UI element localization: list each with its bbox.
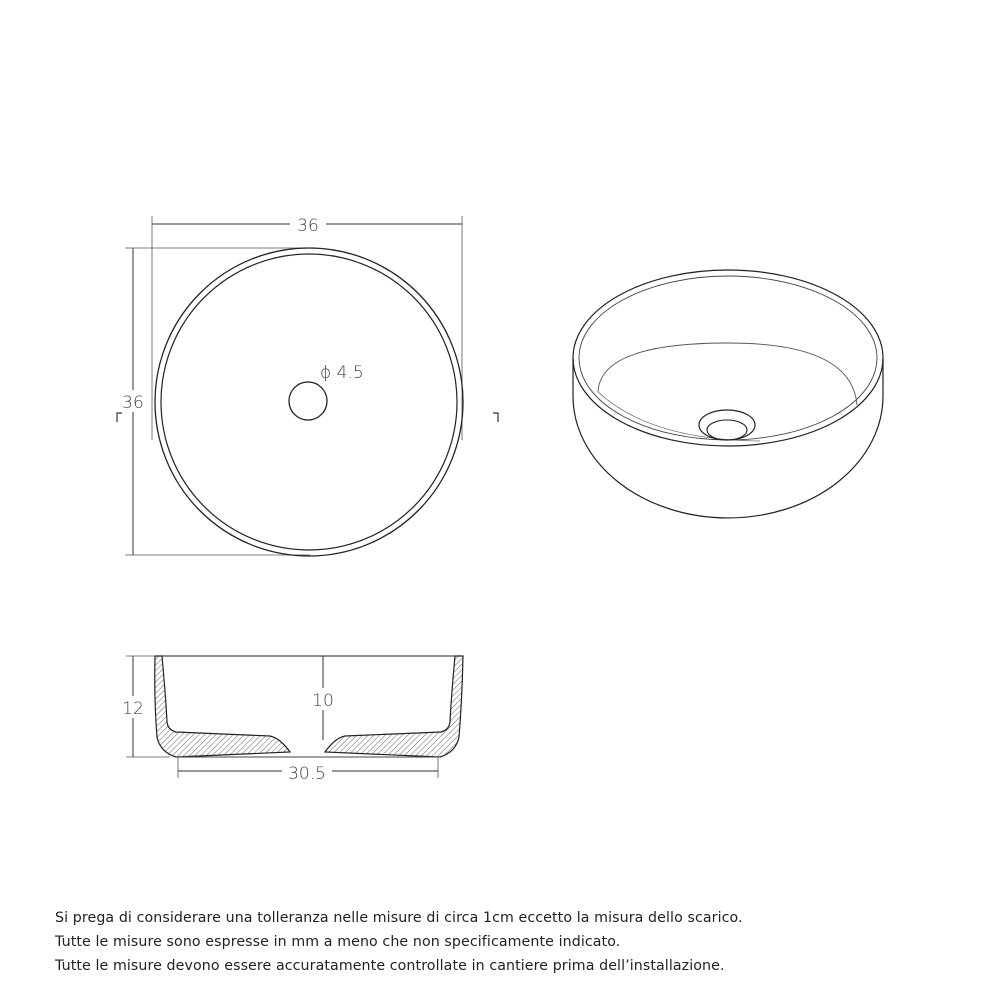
perspective-inner-rim <box>579 276 877 440</box>
perspective-view <box>573 270 883 518</box>
section-base-width-label: 30.5 <box>288 764 326 784</box>
height-dimension <box>117 248 310 555</box>
perspective-drain-outer <box>699 410 755 440</box>
width-label: 36 <box>297 216 319 236</box>
note-units: Tutte le misure sono espresse in mm a meno che non specificamente indicato. <box>55 934 621 950</box>
basin-outer-rim <box>155 248 463 556</box>
note-tolerance: Si prega di considerare una tolleranza nelle misure di circa 1cm eccetto la misura dello scarico. <box>55 910 743 926</box>
top-view <box>117 213 498 556</box>
section-marker-right <box>493 413 498 422</box>
section-base-width-dimension <box>178 757 438 784</box>
section-right-wall <box>325 656 463 757</box>
section-inner-depth-label: 10 <box>312 691 334 711</box>
perspective-drain-inner <box>707 420 747 440</box>
width-dimension <box>152 213 462 440</box>
drain-diameter-label: ϕ 4.5 <box>320 363 364 383</box>
section-height-label: 12 <box>122 699 144 719</box>
note-verification: Tutte le misure devono essere accuratamente controllate in cantiere prima dell’installazione. <box>55 958 725 974</box>
perspective-outer-wall <box>573 358 883 518</box>
section-view <box>119 656 463 784</box>
drain-hole <box>289 382 327 420</box>
notes-block <box>55 906 955 978</box>
section-left-wall <box>155 656 290 757</box>
perspective-bowl-floor <box>598 343 857 405</box>
section-inner-depth-dimension <box>310 656 336 740</box>
section-marker-left <box>117 413 122 422</box>
basin-inner-rim <box>161 254 457 550</box>
height-label: 36 <box>122 393 144 413</box>
